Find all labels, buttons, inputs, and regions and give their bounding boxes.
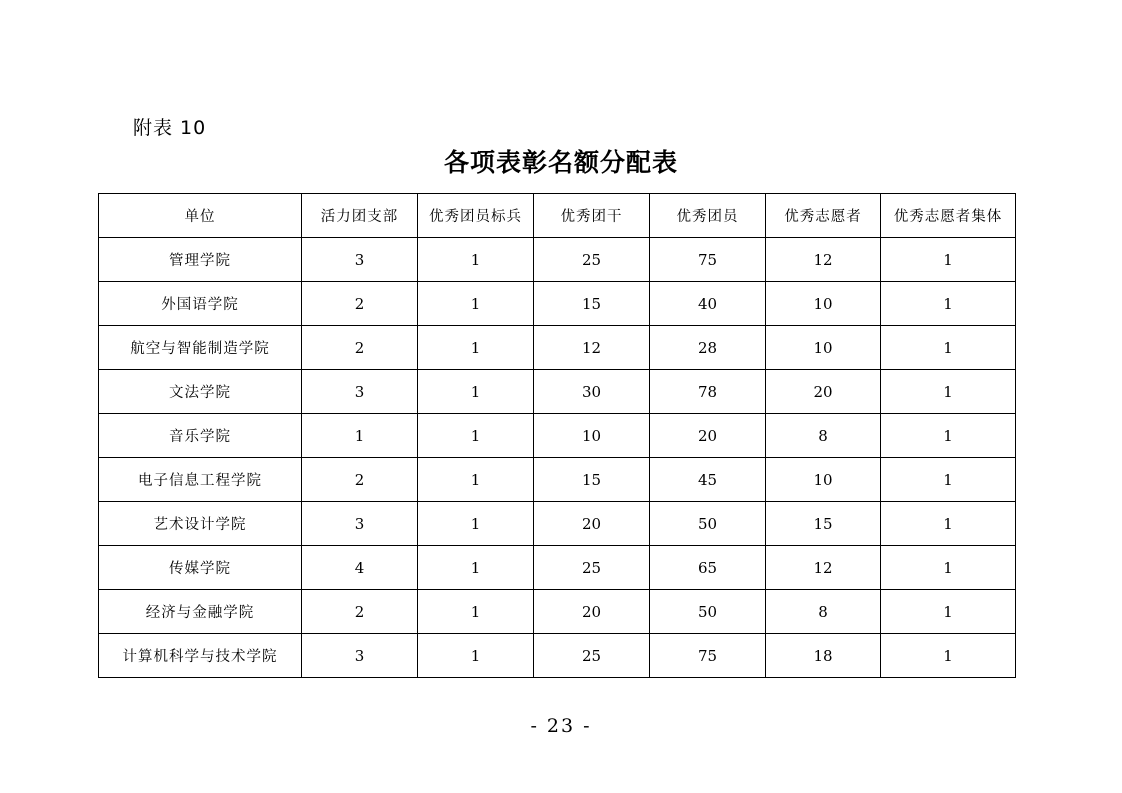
quota-cell: 1 (418, 414, 534, 458)
quota-cell: 25 (534, 546, 650, 590)
quota-cell: 1 (418, 458, 534, 502)
table-header-row (99, 194, 1016, 238)
quota-cell: 10 (766, 458, 881, 502)
allocation-table (98, 193, 1016, 678)
quota-cell: 1 (881, 502, 1016, 546)
quota-cell: 1 (418, 590, 534, 634)
quota-cell: 1 (881, 458, 1016, 502)
quota-cell: 30 (534, 370, 650, 414)
table-row (99, 546, 1016, 590)
quota-cell: 3 (302, 502, 418, 546)
quota-cell: 1 (418, 238, 534, 282)
header-volunteer-collective: 优秀志愿者集体 (881, 194, 1016, 238)
quota-cell: 45 (650, 458, 766, 502)
table-row (99, 634, 1016, 678)
quota-cell: 1 (418, 326, 534, 370)
attachment-label: 附表 10 (133, 117, 207, 139)
quota-cell: 10 (534, 414, 650, 458)
quota-cell: 1 (881, 590, 1016, 634)
quota-cell: 10 (766, 282, 881, 326)
quota-cell: 20 (766, 370, 881, 414)
quota-cell: 28 (650, 326, 766, 370)
quota-cell: 50 (650, 590, 766, 634)
table-row (99, 502, 1016, 546)
quota-cell: 1 (881, 546, 1016, 590)
quota-cell: 1 (881, 370, 1016, 414)
table-row (99, 282, 1016, 326)
quota-cell: 1 (881, 634, 1016, 678)
quota-cell: 3 (302, 370, 418, 414)
unit-name-cell: 文法学院 (99, 370, 302, 414)
quota-cell: 15 (534, 458, 650, 502)
header-outstanding-cadre: 优秀团干 (534, 194, 650, 238)
quota-cell: 12 (766, 238, 881, 282)
table-row (99, 458, 1016, 502)
quota-cell: 50 (650, 502, 766, 546)
quota-cell: 10 (766, 326, 881, 370)
quota-cell: 18 (766, 634, 881, 678)
header-model-member: 优秀团员标兵 (418, 194, 534, 238)
quota-cell: 2 (302, 282, 418, 326)
unit-name-cell: 计算机科学与技术学院 (99, 634, 302, 678)
quota-cell: 15 (534, 282, 650, 326)
header-unit: 单位 (99, 194, 302, 238)
quota-cell: 75 (650, 238, 766, 282)
quota-cell: 2 (302, 458, 418, 502)
quota-cell: 12 (534, 326, 650, 370)
page-number: - 23 - (530, 715, 592, 737)
quota-cell: 8 (766, 590, 881, 634)
quota-cell: 1 (302, 414, 418, 458)
quota-cell: 1 (418, 282, 534, 326)
unit-name-cell: 外国语学院 (99, 282, 302, 326)
quota-cell: 20 (534, 502, 650, 546)
quota-cell: 20 (650, 414, 766, 458)
quota-cell: 15 (766, 502, 881, 546)
quota-cell: 1 (418, 370, 534, 414)
quota-cell: 78 (650, 370, 766, 414)
table-row (99, 590, 1016, 634)
unit-name-cell: 艺术设计学院 (99, 502, 302, 546)
quota-cell: 2 (302, 326, 418, 370)
quota-cell: 1 (881, 282, 1016, 326)
table-row (99, 238, 1016, 282)
unit-name-cell: 航空与智能制造学院 (99, 326, 302, 370)
quota-cell: 3 (302, 634, 418, 678)
quota-cell: 1 (881, 326, 1016, 370)
header-outstanding-member: 优秀团员 (650, 194, 766, 238)
quota-cell: 8 (766, 414, 881, 458)
quota-cell: 25 (534, 238, 650, 282)
quota-cell: 4 (302, 546, 418, 590)
quota-cell: 12 (766, 546, 881, 590)
quota-cell: 1 (881, 414, 1016, 458)
quota-cell: 75 (650, 634, 766, 678)
quota-cell: 25 (534, 634, 650, 678)
table-row (99, 326, 1016, 370)
quota-cell: 1 (418, 546, 534, 590)
unit-name-cell: 音乐学院 (99, 414, 302, 458)
page-title: 各项表彰名额分配表 (443, 148, 678, 177)
quota-cell: 65 (650, 546, 766, 590)
quota-cell: 1 (881, 238, 1016, 282)
table-row (99, 414, 1016, 458)
table-row (99, 370, 1016, 414)
header-active-league-branch: 活力团支部 (302, 194, 418, 238)
unit-name-cell: 传媒学院 (99, 546, 302, 590)
unit-name-cell: 电子信息工程学院 (99, 458, 302, 502)
quota-cell: 1 (418, 634, 534, 678)
unit-name-cell: 管理学院 (99, 238, 302, 282)
unit-name-cell: 经济与金融学院 (99, 590, 302, 634)
quota-cell: 40 (650, 282, 766, 326)
quota-cell: 2 (302, 590, 418, 634)
header-outstanding-volunteer: 优秀志愿者 (766, 194, 881, 238)
quota-cell: 3 (302, 238, 418, 282)
quota-cell: 1 (418, 502, 534, 546)
quota-cell: 20 (534, 590, 650, 634)
